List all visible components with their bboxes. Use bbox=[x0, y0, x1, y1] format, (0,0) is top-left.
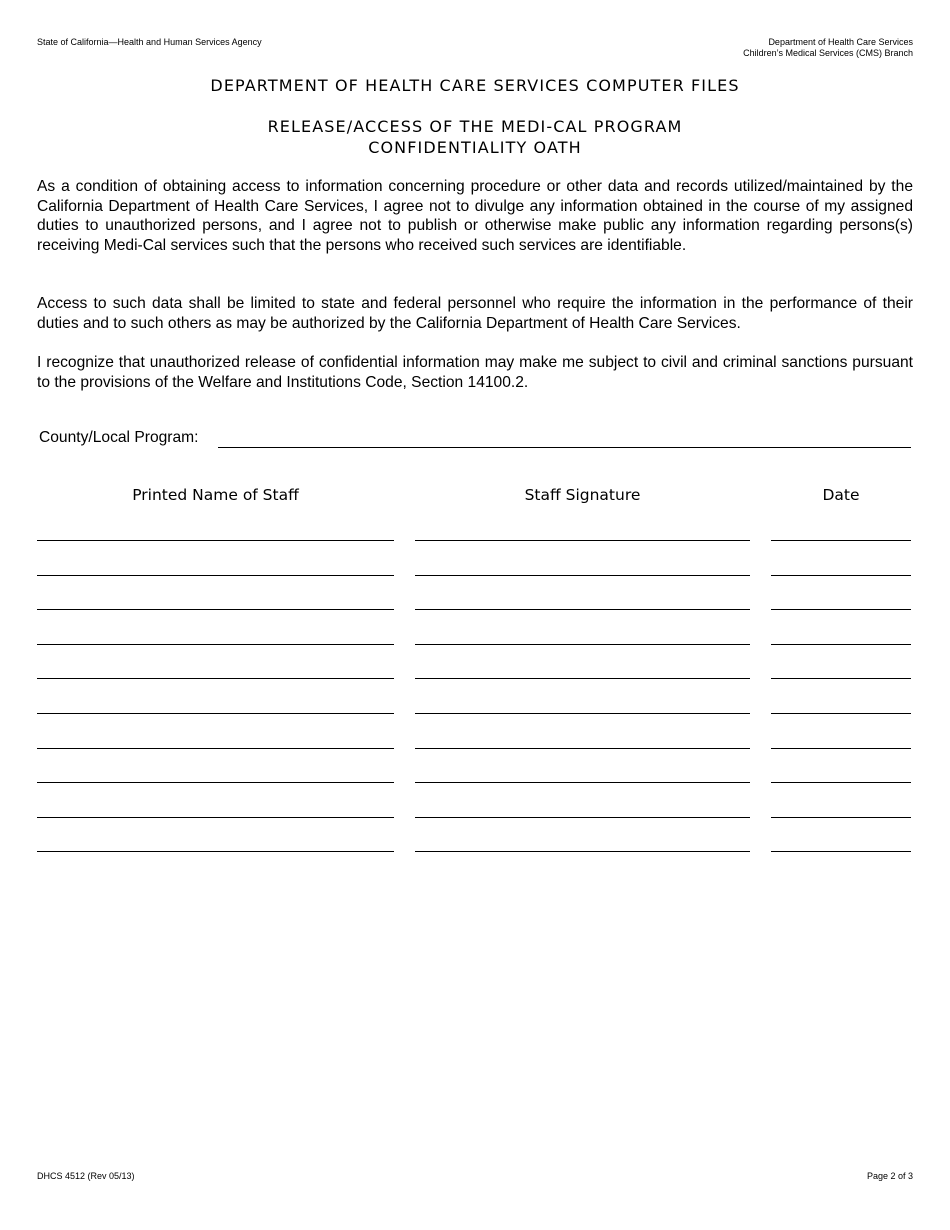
date-field[interactable] bbox=[771, 678, 911, 679]
agency-header: State of California—Health and Human Services Agency bbox=[37, 37, 262, 47]
staff-signature-field[interactable] bbox=[415, 748, 750, 749]
date-field[interactable] bbox=[771, 782, 911, 783]
date-field[interactable] bbox=[771, 713, 911, 714]
staff-signature-field[interactable] bbox=[415, 678, 750, 679]
printed-name-field[interactable] bbox=[37, 540, 394, 541]
staff-signature-field[interactable] bbox=[415, 609, 750, 610]
staff-signature-field[interactable] bbox=[415, 540, 750, 541]
sanctions-paragraph: I recognize that unauthorized release of confidential information may make me subject to civil and criminal sanctions pursuant to the provisions of the Welfare and Institutions Code, Section 14100.2. bbox=[37, 354, 913, 391]
date-field[interactable] bbox=[771, 644, 911, 645]
staff-signature-field[interactable] bbox=[415, 782, 750, 783]
county-program-field[interactable] bbox=[218, 447, 911, 448]
form-subtitle-oath: CONFIDENTIALITY OATH bbox=[368, 138, 582, 157]
staff-signature-field[interactable] bbox=[415, 851, 750, 852]
branch-name: Children’s Medical Services (CMS) Branch bbox=[743, 48, 913, 58]
date-field[interactable] bbox=[771, 609, 911, 610]
printed-name-field[interactable] bbox=[37, 644, 394, 645]
printed-name-field[interactable] bbox=[37, 609, 394, 610]
department-name: Department of Health Care Services bbox=[768, 37, 913, 47]
date-field[interactable] bbox=[771, 817, 911, 818]
printed-name-field[interactable] bbox=[37, 748, 394, 749]
printed-name-field[interactable] bbox=[37, 782, 394, 783]
access-paragraph: Access to such data shall be limited to state and federal personnel who require the information in the performance of their duties and to such others as may be authorized by the California Department of Health Care Services. bbox=[37, 295, 913, 332]
date-field[interactable] bbox=[771, 748, 911, 749]
condition-paragraph: As a condition of obtaining access to information concerning procedure or other data and records utilized/maintained by the California Department of Health Care Services, I agree not to divulge any information obtained in the course of my assigned duties to unauthorized persons, and I agree not to publish or otherwise make public any information regarding persons(s) receiving Medi-Cal services such that the persons who received such services are identifiable. bbox=[37, 178, 913, 254]
staff-signature-column-header: Staff Signature bbox=[524, 486, 641, 504]
staff-signature-field[interactable] bbox=[415, 644, 750, 645]
printed-name-field[interactable] bbox=[37, 713, 394, 714]
date-field[interactable] bbox=[771, 851, 911, 852]
printed-name-field[interactable] bbox=[37, 678, 394, 679]
form-number: DHCS 4512 (Rev 05/13) bbox=[37, 1171, 135, 1181]
date-field[interactable] bbox=[771, 540, 911, 541]
page-title: DEPARTMENT OF HEALTH CARE SERVICES COMPUTER FILES bbox=[210, 76, 740, 95]
staff-signature-field[interactable] bbox=[415, 575, 750, 576]
date-field[interactable] bbox=[771, 575, 911, 576]
printed-name-column-header: Printed Name of Staff bbox=[132, 486, 299, 504]
printed-name-field[interactable] bbox=[37, 851, 394, 852]
county-program-label: County/Local Program: bbox=[39, 429, 199, 446]
printed-name-field[interactable] bbox=[37, 575, 394, 576]
printed-name-field[interactable] bbox=[37, 817, 394, 818]
form-subtitle: RELEASE/ACCESS OF THE MEDI-CAL PROGRAM bbox=[267, 117, 683, 136]
date-column-header: Date bbox=[822, 486, 860, 504]
staff-signature-field[interactable] bbox=[415, 713, 750, 714]
staff-signature-field[interactable] bbox=[415, 817, 750, 818]
department-header bbox=[743, 37, 913, 59]
page-number: Page 2 of 3 bbox=[866, 1171, 913, 1181]
